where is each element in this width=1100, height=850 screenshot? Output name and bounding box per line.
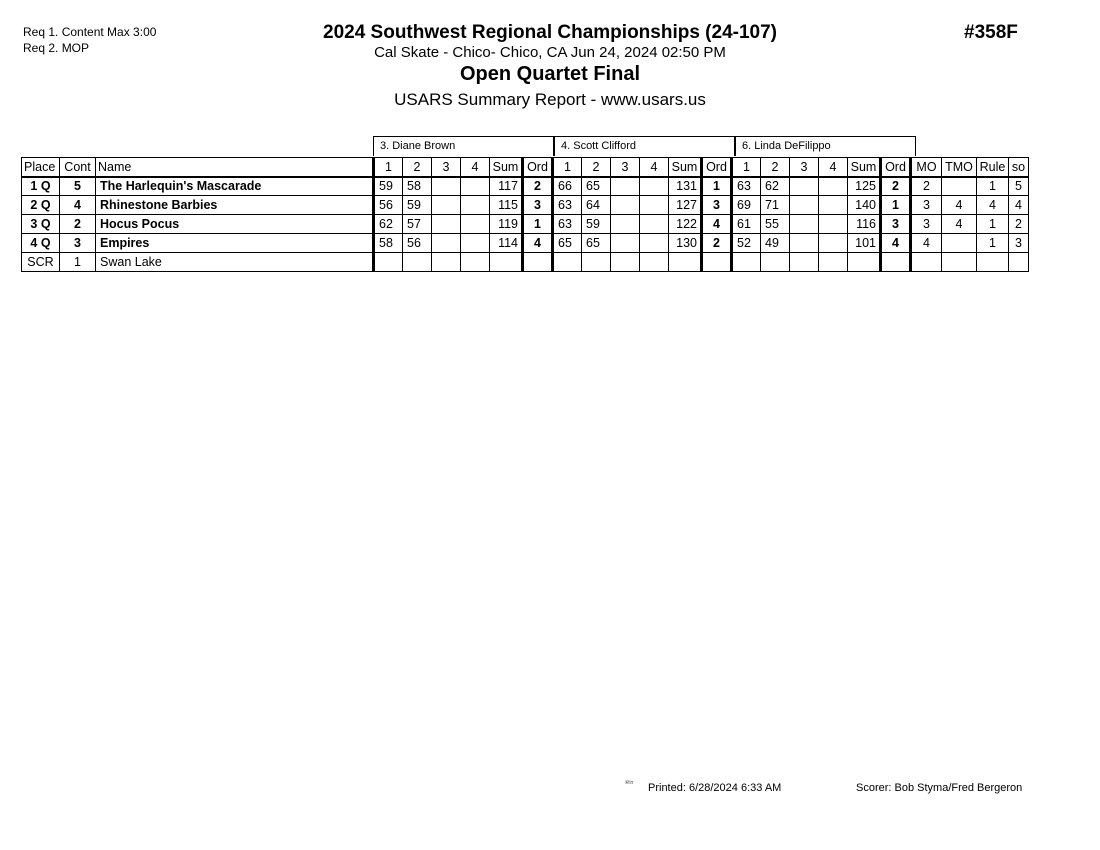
ord-cell: 3 xyxy=(523,196,553,215)
col-tmo: TMO xyxy=(942,158,977,177)
tmo-cell xyxy=(942,234,977,253)
requirement-2: Req 2. MOP xyxy=(23,41,90,55)
score-cell xyxy=(611,253,640,272)
ord-cell: 4 xyxy=(523,234,553,253)
score-cell xyxy=(461,215,490,234)
col-judge1-ord: Ord xyxy=(523,158,553,177)
score-cell: 59 xyxy=(582,215,611,234)
score-cell xyxy=(819,253,848,272)
ord-cell xyxy=(702,253,732,272)
col-judge2-sum: Sum xyxy=(669,158,702,177)
event-name: Open Quartet Final xyxy=(459,63,641,85)
ord-cell: 3 xyxy=(881,215,911,234)
score-cell: 64 xyxy=(582,196,611,215)
score-cell: 61 xyxy=(732,215,761,234)
col-judge2-ord: Ord xyxy=(702,158,732,177)
col-judge3-ord: Ord xyxy=(881,158,911,177)
sum-cell: 130 xyxy=(669,234,702,253)
ord-cell xyxy=(881,253,911,272)
score-cell: 66 xyxy=(553,177,582,196)
mo-cell: 3 xyxy=(911,196,942,215)
mo-cell xyxy=(911,253,942,272)
score-cell: 63 xyxy=(553,215,582,234)
score-cell xyxy=(640,196,669,215)
col-judge1-1: 1 xyxy=(374,158,403,177)
col-judge1-4: 4 xyxy=(461,158,490,177)
rule-cell: 4 xyxy=(977,196,1009,215)
score-cell xyxy=(582,253,611,272)
score-cell xyxy=(553,253,582,272)
sum-cell: 115 xyxy=(490,196,523,215)
table-row xyxy=(22,253,1029,272)
col-judge1-3: 3 xyxy=(432,158,461,177)
score-cell xyxy=(640,177,669,196)
place-cell: 1 Q xyxy=(22,177,60,196)
score-cell: 65 xyxy=(582,234,611,253)
score-cell: 63 xyxy=(553,196,582,215)
sum-cell: 119 xyxy=(490,215,523,234)
venue-date: Cal Skate - Chico- Chico, CA Jun 24, 2024 02:50 PM xyxy=(374,44,726,61)
ord-cell: 1 xyxy=(881,196,911,215)
rule-cell: 1 xyxy=(977,234,1009,253)
score-cell xyxy=(761,253,790,272)
tmo-cell xyxy=(942,253,977,272)
rule-cell: 1 xyxy=(977,177,1009,196)
ord-cell: 2 xyxy=(702,234,732,253)
col-mo: MO xyxy=(911,158,942,177)
ord-cell: 4 xyxy=(702,215,732,234)
score-cell xyxy=(461,253,490,272)
results-table xyxy=(21,157,1029,272)
sum-cell: 125 xyxy=(848,177,881,196)
ord-cell: 2 xyxy=(523,177,553,196)
score-cell xyxy=(432,177,461,196)
score-cell xyxy=(819,215,848,234)
score-cell: 63 xyxy=(732,177,761,196)
mo-cell: 3 xyxy=(911,215,942,234)
col-judge2-4: 4 xyxy=(640,158,669,177)
requirement-1: Req 1. Content Max 3:00 xyxy=(23,25,157,39)
score-cell xyxy=(432,253,461,272)
event-number: #358F xyxy=(964,22,1018,43)
judge-name-1: 3. Diane Brown xyxy=(373,136,554,156)
score-cell xyxy=(640,253,669,272)
so-cell: 4 xyxy=(1009,196,1029,215)
score-cell xyxy=(790,196,819,215)
col-judge1-2: 2 xyxy=(403,158,432,177)
score-cell xyxy=(611,215,640,234)
score-cell: 65 xyxy=(582,177,611,196)
name-cell: Swan Lake xyxy=(96,253,374,272)
col-judge3-1: 1 xyxy=(732,158,761,177)
table-row xyxy=(22,196,1029,215)
rule-cell xyxy=(977,253,1009,272)
cont-cell: 5 xyxy=(60,177,96,196)
table-row xyxy=(22,215,1029,234)
place-cell: 2 Q xyxy=(22,196,60,215)
cont-cell: 1 xyxy=(60,253,96,272)
name-cell: Empires xyxy=(96,234,374,253)
score-cell xyxy=(403,253,432,272)
sum-cell xyxy=(490,253,523,272)
score-cell: 58 xyxy=(403,177,432,196)
col-rule: Rule xyxy=(977,158,1009,177)
sum-cell: 116 xyxy=(848,215,881,234)
sum-cell: 127 xyxy=(669,196,702,215)
ord-cell xyxy=(523,253,553,272)
col-name: Name xyxy=(96,158,374,177)
col-judge2-2: 2 xyxy=(582,158,611,177)
score-cell xyxy=(790,177,819,196)
table-row xyxy=(22,234,1029,253)
sum-cell: 114 xyxy=(490,234,523,253)
judge-name-2: 4. Scott Clifford xyxy=(554,136,735,156)
score-cell xyxy=(732,253,761,272)
score-cell: 65 xyxy=(553,234,582,253)
score-cell: 59 xyxy=(374,177,403,196)
tmo-cell: 4 xyxy=(942,196,977,215)
footer-code: ³²¹⁵ xyxy=(625,781,634,787)
col-judge1-sum: Sum xyxy=(490,158,523,177)
cont-cell: 4 xyxy=(60,196,96,215)
score-cell: 59 xyxy=(403,196,432,215)
col-so: so xyxy=(1009,158,1029,177)
table-row xyxy=(22,177,1029,196)
col-cont: Cont xyxy=(60,158,96,177)
place-cell: 4 Q xyxy=(22,234,60,253)
score-cell: 62 xyxy=(374,215,403,234)
score-cell xyxy=(432,196,461,215)
report-name: USARS Summary Report - www.usars.us xyxy=(394,90,706,109)
score-cell xyxy=(461,234,490,253)
cont-cell: 2 xyxy=(60,215,96,234)
score-cell xyxy=(611,196,640,215)
tmo-cell xyxy=(942,177,977,196)
score-cell xyxy=(819,234,848,253)
score-cell: 56 xyxy=(403,234,432,253)
table-header-row xyxy=(22,158,1029,177)
score-cell xyxy=(790,215,819,234)
sum-cell xyxy=(669,253,702,272)
score-cell xyxy=(611,234,640,253)
so-cell xyxy=(1009,253,1029,272)
col-judge3-sum: Sum xyxy=(848,158,881,177)
ord-cell: 3 xyxy=(702,196,732,215)
ord-cell: 1 xyxy=(523,215,553,234)
score-cell: 71 xyxy=(761,196,790,215)
judge-name-3: 6. Linda DeFilippo xyxy=(735,136,916,156)
score-cell: 69 xyxy=(732,196,761,215)
score-cell: 55 xyxy=(761,215,790,234)
sum-cell: 131 xyxy=(669,177,702,196)
sum-cell: 101 xyxy=(848,234,881,253)
score-cell: 56 xyxy=(374,196,403,215)
so-cell: 2 xyxy=(1009,215,1029,234)
score-cell xyxy=(374,253,403,272)
score-cell xyxy=(611,177,640,196)
score-cell: 52 xyxy=(732,234,761,253)
place-cell: 3 Q xyxy=(22,215,60,234)
printed-timestamp: Printed: 6/28/2024 6:33 AM xyxy=(648,782,782,794)
score-cell: 57 xyxy=(403,215,432,234)
so-cell: 5 xyxy=(1009,177,1029,196)
sum-cell: 122 xyxy=(669,215,702,234)
score-cell xyxy=(790,234,819,253)
competition-title: 2024 Southwest Regional Championships (24-107) xyxy=(323,22,777,43)
rule-cell: 1 xyxy=(977,215,1009,234)
score-cell xyxy=(432,234,461,253)
col-place: Place xyxy=(22,158,60,177)
place-cell: SCR xyxy=(22,253,60,272)
col-judge3-2: 2 xyxy=(761,158,790,177)
col-judge2-1: 1 xyxy=(553,158,582,177)
sum-cell: 117 xyxy=(490,177,523,196)
mo-cell: 4 xyxy=(911,234,942,253)
col-judge3-4: 4 xyxy=(819,158,848,177)
cont-cell: 3 xyxy=(60,234,96,253)
score-cell xyxy=(461,177,490,196)
name-cell: Rhinestone Barbies xyxy=(96,196,374,215)
score-cell xyxy=(790,253,819,272)
tmo-cell: 4 xyxy=(942,215,977,234)
name-cell: Hocus Pocus xyxy=(96,215,374,234)
ord-cell: 1 xyxy=(702,177,732,196)
col-judge2-3: 3 xyxy=(611,158,640,177)
ord-cell: 4 xyxy=(881,234,911,253)
sum-cell: 140 xyxy=(848,196,881,215)
score-cell xyxy=(819,196,848,215)
score-cell xyxy=(640,215,669,234)
col-judge3-3: 3 xyxy=(790,158,819,177)
score-cell xyxy=(461,196,490,215)
scorer-names: Scorer: Bob Styma/Fred Bergeron xyxy=(856,782,1023,794)
score-cell: 49 xyxy=(761,234,790,253)
score-cell xyxy=(640,234,669,253)
name-cell: The Harlequin's Mascarade xyxy=(96,177,374,196)
ord-cell: 2 xyxy=(881,177,911,196)
score-cell: 62 xyxy=(761,177,790,196)
so-cell: 3 xyxy=(1009,234,1029,253)
sum-cell xyxy=(848,253,881,272)
score-cell xyxy=(819,177,848,196)
mo-cell: 2 xyxy=(911,177,942,196)
score-cell: 58 xyxy=(374,234,403,253)
score-cell xyxy=(432,215,461,234)
